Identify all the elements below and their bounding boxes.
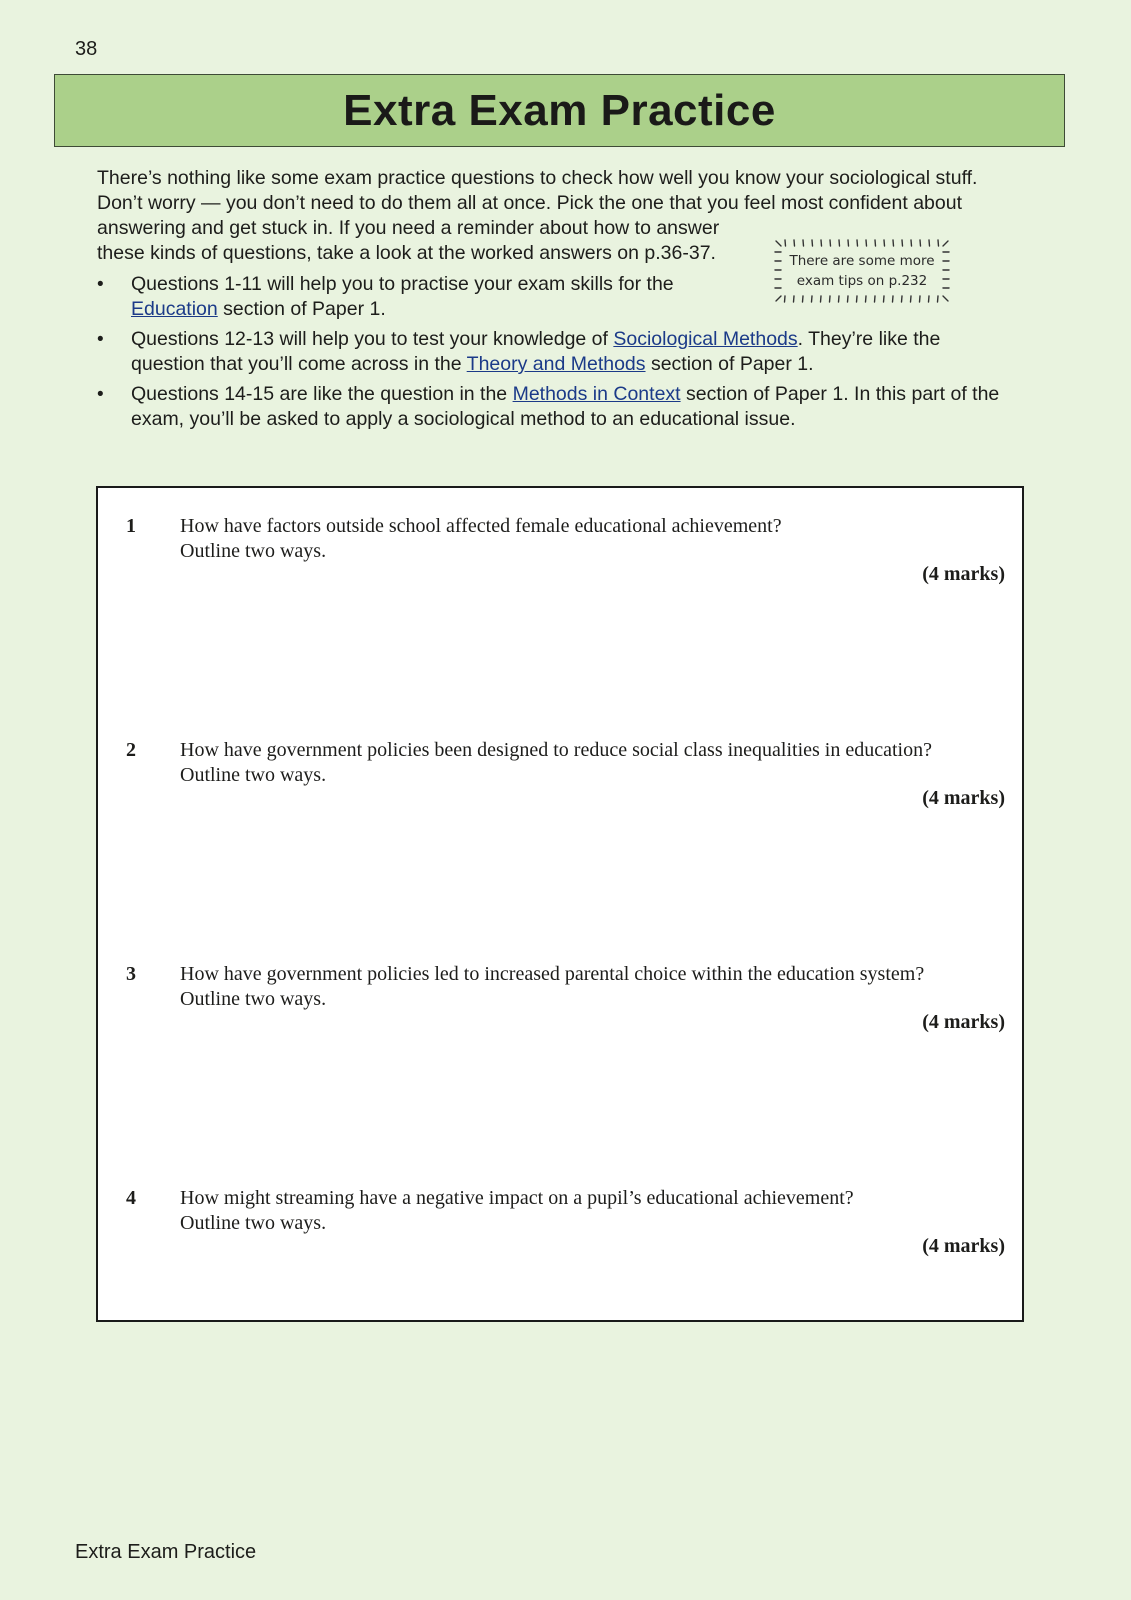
question-text: How have government policies led to increased parental choice within the education system? xyxy=(180,963,925,985)
question-instruction: Outline two ways. xyxy=(180,540,327,562)
questions-box xyxy=(96,486,1024,1322)
question-text: How have government policies been designed to reduce social class inequalities in education? xyxy=(180,739,932,761)
link-theory-and-methods[interactable]: Theory and Methods xyxy=(466,353,646,375)
question-instruction: Outline two ways. xyxy=(180,1212,327,1234)
question-number: 3 xyxy=(126,963,136,985)
list-item xyxy=(97,272,701,322)
bullet-icon: • xyxy=(97,329,104,350)
link-education[interactable]: Education xyxy=(131,298,218,320)
question-number: 2 xyxy=(126,739,136,761)
bullet-text: Questions 1-11 will help you to practise your exam skills for the xyxy=(131,273,674,295)
page-title: Extra Exam Practice xyxy=(343,85,776,135)
bullet-text: . They’re like the question that you’ll come across in the xyxy=(131,328,941,375)
question-number: 1 xyxy=(126,515,136,537)
link-sociological-methods[interactable]: Sociological Methods xyxy=(613,328,798,350)
page-number: 38 xyxy=(75,38,98,60)
intro-line-1: There’s nothing like some exam practice questions to check how well you know your sociological stuff. xyxy=(97,167,978,189)
question-marks: (4 marks) xyxy=(922,563,1005,585)
question-text: How might streaming have a negative impact on a pupil’s educational achievement? xyxy=(180,1187,854,1209)
question-marks: (4 marks) xyxy=(922,1235,1005,1257)
question-marks: (4 marks) xyxy=(922,1011,1005,1033)
question-instruction: Outline two ways. xyxy=(180,764,327,786)
intro-line-3: answering and get stuck in. If you need a reminder about how to answer xyxy=(97,217,720,239)
tip-bubble xyxy=(773,238,951,304)
list-item xyxy=(97,327,1017,377)
intro-line-4: these kinds of questions, take a look at the worked answers on p.36-37. xyxy=(97,242,716,264)
bullet-text: section of Paper 1. xyxy=(217,298,386,320)
bullet-text: section of Paper 1. xyxy=(645,353,814,375)
bullet-icon: • xyxy=(97,384,104,405)
question-text: How have factors outside school affected female educational achievement? xyxy=(180,515,782,537)
question-number: 4 xyxy=(126,1187,136,1209)
question-marks: (4 marks) xyxy=(922,787,1005,809)
bullet-text: Questions 14-15 are like the question in the xyxy=(131,383,513,405)
bullet-icon: • xyxy=(97,274,104,295)
title-banner xyxy=(54,74,1065,147)
intro-line-2: Don’t worry — you don’t need to do them all at once. Pick the one that you feel most confident about xyxy=(97,192,963,214)
link-methods-in-context[interactable]: Methods in Context xyxy=(512,383,681,405)
page-footer: Extra Exam Practice xyxy=(75,1541,257,1563)
bullet-text: section of Paper 1. In this part of the exam, you’ll be asked to apply a sociological method to an educational issue. xyxy=(131,383,1000,430)
bullet-text: Questions 12-13 will help you to test your knowledge of xyxy=(131,328,614,350)
tip-line-1: There are some more xyxy=(789,253,935,269)
tip-line-2: exam tips on p.232 xyxy=(796,273,928,289)
list-item xyxy=(97,382,1017,432)
question-instruction: Outline two ways. xyxy=(180,988,327,1010)
